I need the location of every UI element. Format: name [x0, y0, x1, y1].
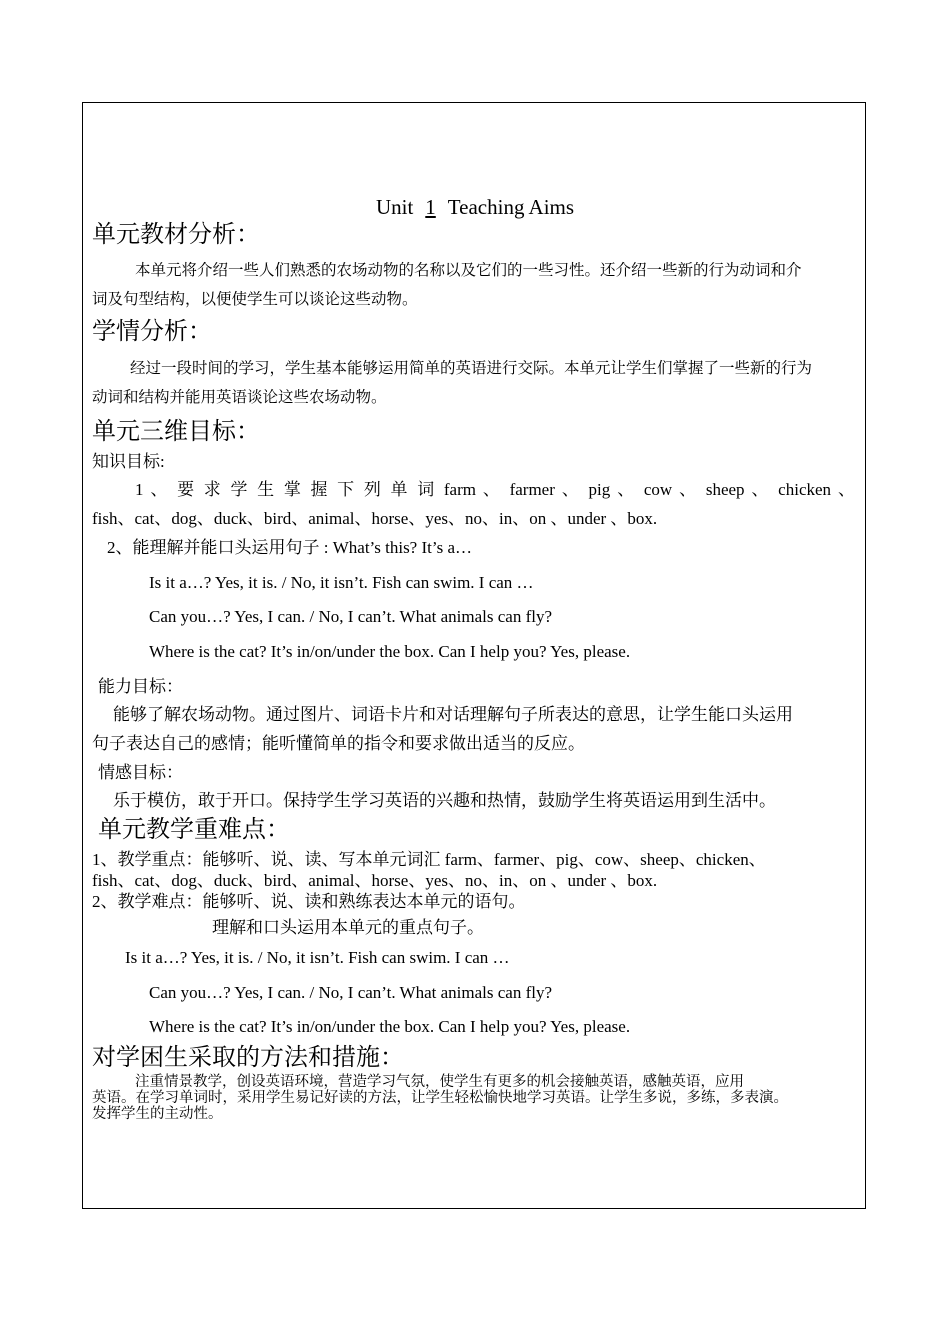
analysis-heading: 单元教材分析：: [92, 222, 260, 248]
ability-line-2: 句子表达自己的感情；能听懂简单的指令和要求做出适当的反应。: [92, 734, 585, 753]
keypoint-sentence-1: Is it a…? Yes, it is. / No, it isn’t. Fish can swim. I can …: [125, 948, 510, 967]
keypoints-line-4: 理解和口头运用本单元的重点句子。: [212, 918, 484, 937]
ability-label: 能力目标：: [98, 677, 183, 696]
unit-number: 1: [425, 195, 436, 219]
goal-sentence-2: Can you…? Yes, I can. / No, I can’t. What animals can fly?: [149, 607, 553, 626]
title-suffix: Teaching Aims: [447, 195, 575, 219]
methods-line-3: 发挥学生的主动性。: [92, 1106, 223, 1122]
students-heading: 学情分析：: [92, 319, 212, 345]
methods-line-1: 注重情景教学，创设英语环境，营造学习气氛，使学生有更多的机会接触英语，感触英语，应用: [135, 1074, 744, 1090]
ability-line-1: 能够了解农场动物。通过图片、词语卡片和对话理解句子所表达的意思，让学生能口头运用: [113, 705, 793, 724]
knowledge-item-1-line-1: 1 、 要 求 学 生 掌 握 下 列 单 词 farm 、 farmer 、 pig 、 cow 、 sheep 、 chicken 、: [135, 480, 855, 499]
analysis-line-1: 本单元将介绍一些人们熟悉的农场动物的名称以及它们的一些习性。还介绍一些新的行为动词和介: [135, 262, 802, 279]
analysis-line-2: 词及句型结构，以便使学生可以谈论这些动物。: [92, 291, 418, 308]
goal-sentence-3: Where is the cat? It’s in/on/under the box. Can I help you? Yes, please.: [149, 642, 631, 661]
knowledge-item-2: 2、能理解并能口头运用句子 : What’s this? It’s a…: [107, 538, 473, 557]
keypoints-line-1: 1、教学重点：能够听、说、读、写本单元词汇 farm、farmer、pig、cow、sheep、chicken、: [92, 850, 766, 869]
students-line-2: 动词和结构并能用英语谈论这些农场动物。: [92, 389, 387, 406]
methods-heading: 对学困生采取的方法和措施：: [92, 1045, 404, 1071]
emotion-label: 情感目标：: [98, 763, 183, 782]
methods-line-2: 英语。在学习单词时，采用学生易记好读的方法，让学生轻松愉快地学习英语。让学生多说，多练，多表演。: [92, 1090, 788, 1106]
knowledge-item-1-line-2: fish、cat、dog、duck、bird、animal、horse、yes、no、in、on 、under 、box.: [92, 509, 658, 528]
keypoints-line-2: fish、cat、dog、duck、bird、animal、horse、yes、no、in、on 、under 、box.: [92, 871, 658, 890]
title-prefix: Unit: [375, 195, 414, 219]
knowledge-label: 知识目标:: [92, 452, 165, 471]
keypoint-sentence-3: Where is the cat? It’s in/on/under the box. Can I help you? Yes, please.: [149, 1017, 631, 1036]
page-title: [0, 197, 950, 218]
keypoint-sentence-2: Can you…? Yes, I can. / No, I can’t. What animals can fly?: [149, 983, 553, 1002]
goals-heading: 单元三维目标：: [92, 419, 260, 445]
goal-sentence-1: Is it a…? Yes, it is. / No, it isn’t. Fish can swim. I can …: [149, 573, 534, 592]
students-line-1: 经过一段时间的学习，学生基本能够运用简单的英语进行交际。本单元让学生们掌握了一些新的行为: [130, 360, 813, 377]
keypoints-heading: 单元教学重难点：: [98, 817, 290, 843]
emotion-line: 乐于模仿，敢于开口。保持学生学习英语的兴趣和热情，鼓励学生将英语运用到生活中。: [113, 791, 776, 810]
keypoints-line-3: 2、教学难点：能够听、说、读和熟练表达本单元的语句。: [92, 892, 526, 911]
